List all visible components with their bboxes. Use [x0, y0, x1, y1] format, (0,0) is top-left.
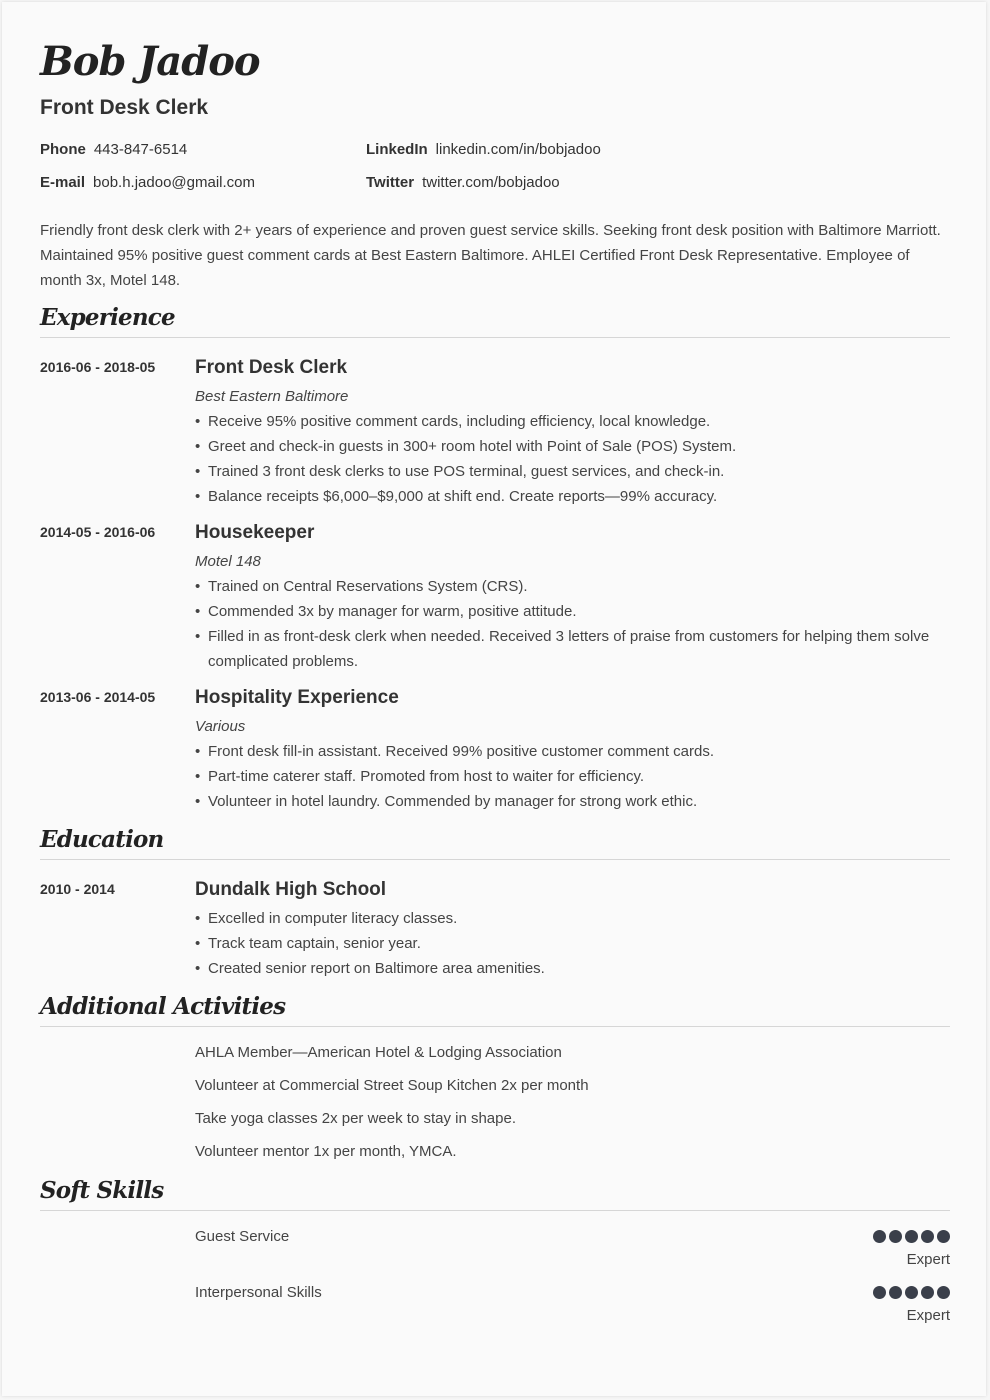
- skill-rating-dots: [873, 1230, 950, 1243]
- activities-heading: Additional Activities: [40, 993, 950, 1027]
- bullet-item: • Excelled in computer literacy classes.: [195, 906, 950, 931]
- entry-bullets: [195, 574, 950, 674]
- skill-name: Guest Service: [195, 1228, 290, 1245]
- twitter-contact: [366, 174, 560, 191]
- resume-page: [2, 2, 986, 1396]
- rating-dot: [873, 1230, 886, 1243]
- bullet-item: • Front desk fill-in assistant. Received 99% positive customer comment cards.: [195, 739, 950, 764]
- twitter-label: Twitter: [366, 174, 415, 191]
- candidate-name: Bob Jadoo: [40, 38, 260, 85]
- education-heading: Education: [40, 826, 950, 860]
- skill-row: [40, 1282, 950, 1332]
- contact-info: [40, 141, 950, 211]
- phone-contact: [40, 141, 187, 158]
- twitter-value[interactable]: twitter.com/bobjadoo: [422, 174, 560, 191]
- entry-bullets: [195, 739, 950, 814]
- entry-role: Housekeeper: [195, 522, 315, 543]
- bullet-item: • Balance receipts $6,000–$9,000 at shift end. Create reports—99% accuracy.: [195, 484, 950, 509]
- rating-dot: [889, 1230, 902, 1243]
- rating-dot: [905, 1230, 918, 1243]
- activities-list: [195, 1042, 950, 1174]
- rating-dot: [889, 1286, 902, 1299]
- bullet-item: • Filled in as front-desk clerk when needed. Received 3 letters of praise from customers for helping them solve complicated problems.: [195, 624, 950, 674]
- linkedin-value[interactable]: linkedin.com/in/bobjadoo: [435, 141, 601, 158]
- skills-heading: Soft Skills: [40, 1177, 950, 1211]
- entry-dates: 2016-06 - 2018-05: [40, 359, 156, 375]
- rating-dot: [873, 1286, 886, 1299]
- entry-content: [195, 685, 950, 814]
- entry-company: Motel 148: [195, 553, 261, 570]
- rating-dot: [921, 1286, 934, 1299]
- activity-item: Take yoga classes 2x per week to stay in shape.: [195, 1110, 517, 1127]
- entry-role: Front Desk Clerk: [195, 357, 348, 378]
- entry-company: Best Eastern Baltimore: [195, 388, 349, 405]
- entry-dates: 2014-05 - 2016-06: [40, 524, 156, 540]
- bullet-item: • Commended 3x by manager for warm, positive attitude.: [195, 599, 950, 624]
- bullet-item: • Created senior report on Baltimore area amenities.: [195, 956, 950, 981]
- rating-dot: [905, 1286, 918, 1299]
- activity-item: AHLA Member—American Hotel & Lodging Association: [195, 1044, 562, 1061]
- skill-rating-dots: [873, 1286, 950, 1299]
- bullet-item: • Part-time caterer staff. Promoted from host to waiter for efficiency.: [195, 764, 950, 789]
- rating-dot: [937, 1286, 950, 1299]
- skill-row: [40, 1226, 950, 1276]
- email-contact: [40, 174, 255, 191]
- skill-level: Expert: [906, 1307, 950, 1324]
- school-name: Dundalk High School: [195, 879, 387, 900]
- entry-bullets: [195, 409, 950, 509]
- linkedin-contact: [366, 141, 601, 158]
- skill-level: Expert: [906, 1251, 950, 1268]
- entry-content: [195, 355, 950, 509]
- skill-name: Interpersonal Skills: [195, 1284, 322, 1301]
- bullet-item: • Greet and check-in guests in 300+ room hotel with Point of Sale (POS) System.: [195, 434, 950, 459]
- email-label: E-mail: [40, 174, 86, 191]
- job-title: Front Desk Clerk: [40, 96, 209, 119]
- entry-company: Various: [195, 718, 246, 735]
- profile-summary: Friendly front desk clerk with 2+ years of experience and proven guest service skills. Seeking front desk position with Baltimore Marriott. Maintained 95% positive guest comment cards at Best Eastern Baltimore. AHLEI Certified Front Desk Representative. Employee of month 3x, Motel 148.: [40, 222, 941, 289]
- bullet-item: • Volunteer in hotel laundry. Commended by manager for strong work ethic.: [195, 789, 950, 814]
- rating-dot: [921, 1230, 934, 1243]
- email-value[interactable]: bob.h.jadoo@gmail.com: [93, 174, 255, 191]
- phone-value: 443-847-6514: [93, 141, 188, 158]
- entry-dates: 2013-06 - 2014-05: [40, 689, 156, 705]
- entry-content: [195, 520, 950, 674]
- linkedin-label: LinkedIn: [366, 141, 428, 158]
- entry-content: [195, 877, 950, 981]
- entry-bullets: [195, 906, 950, 981]
- rating-dot: [937, 1230, 950, 1243]
- bullet-item: • Receive 95% positive comment cards, including efficiency, local knowledge.: [195, 409, 950, 434]
- activity-item: Volunteer mentor 1x per month, YMCA.: [195, 1143, 457, 1160]
- entry-dates: 2010 - 2014: [40, 881, 115, 897]
- bullet-item: • Trained on Central Reservations System (CRS).: [195, 574, 950, 599]
- experience-heading: Experience: [40, 304, 950, 338]
- bullet-item: • Track team captain, senior year.: [195, 931, 950, 956]
- activity-item: Volunteer at Commercial Street Soup Kitchen 2x per month: [195, 1077, 589, 1094]
- entry-role: Hospitality Experience: [195, 687, 399, 708]
- bullet-item: • Trained 3 front desk clerks to use POS terminal, guest services, and check-in.: [195, 459, 950, 484]
- phone-label: Phone: [40, 141, 86, 158]
